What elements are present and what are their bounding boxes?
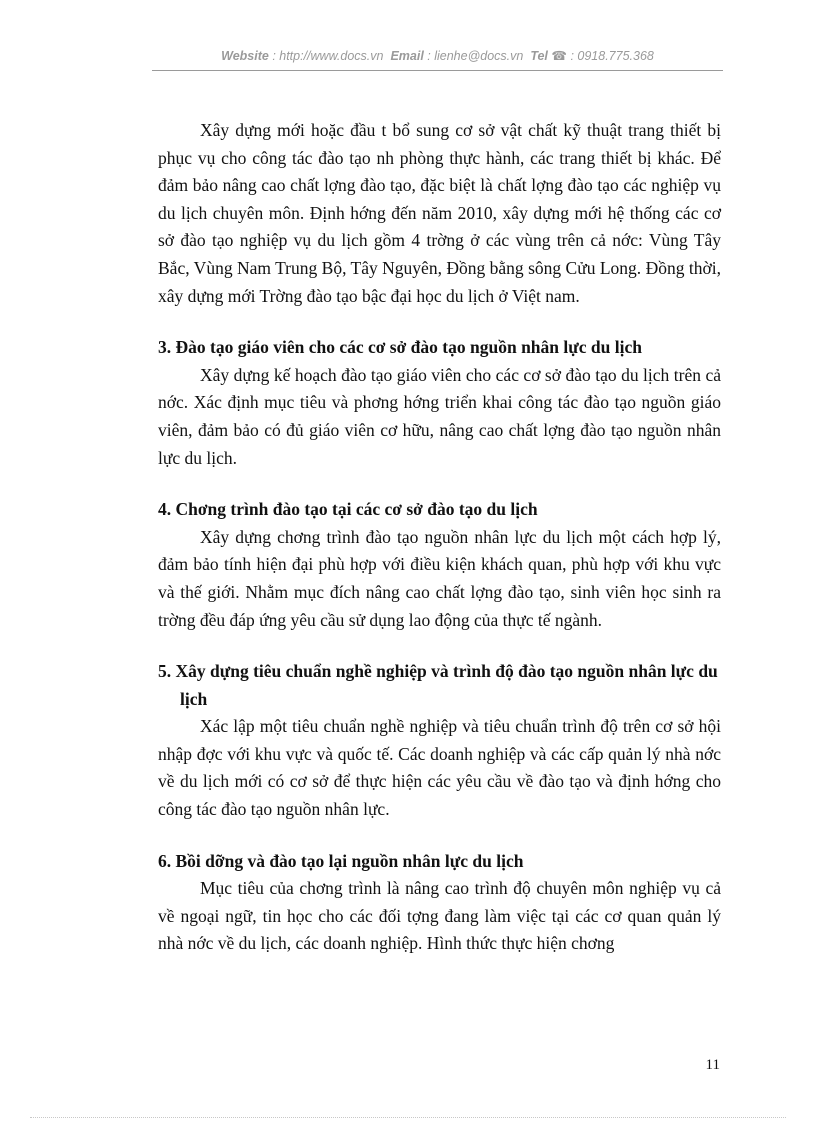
- page-bottom-border: [30, 1117, 786, 1118]
- page-header: [152, 48, 723, 63]
- header-divider: [152, 70, 723, 71]
- section-5-heading: 5. Xây dựng tiêu chuẩn nghề nghiệp và trình độ đào tạo nguồn nhân lực du lịch: [158, 661, 718, 709]
- page-number: 11: [705, 1057, 720, 1073]
- section-3-text: Xây dựng kế hoạch đào tạo giáo viên cho các cơ sở đào tạo du lịch trên cả nớc. Xác định mục tiêu và phơng hớng triển khai công tác đào tạo nguồn giáo viên, đảm bảo có đủ giáo viên cơ hữu, nâng cao chất lợng đào tạo nguồn nhân lực du lịch.: [158, 364, 721, 468]
- tel-label: Tel: [530, 49, 548, 63]
- email-address: : lienhe@docs.vn: [427, 49, 524, 63]
- document-body: [158, 117, 721, 958]
- section-4-text: Xây dựng chơng trình đào tạo nguồn nhân lực du lịch một cách hợp lý, đảm bảo tính hiện đại phù hợp với điều kiện khách quan, phù hợp với khu vực và thế giới. Nhằm mục đích nâng cao chất lợng đào tạo, sinh viên học sinh ra trờng đều đáp ứng yêu cầu sử dụng lao động của thực tế ngành.: [158, 526, 721, 630]
- website-label: Website: [221, 49, 269, 63]
- intro-paragraph: Xây dựng mới hoặc đầu t bổ sung cơ sở vật chất kỹ thuật trang thiết bị phục vụ cho công tác đào tạo nh phòng thực hành, các trang thiết bị khác. Để đảm bảo nâng cao chất lợng đào tạo, đặc biệt là chất lợng đào tạo các nghiệp vụ du lịch chuyên môn. Định hớng đến năm 2010, xây dựng mới hệ thống các cơ sở đào tạo nghiệp vụ du lịch gồm 4 trờng ở các vùng trên cả nớc: Vùng Tây Bắc, Vùng Nam Trung Bộ, Tây Nguyên, Đồng bằng sông Cửu Long. Đồng thời, xây dựng mới Trờng đào tạo bậc đại học du lịch ở Việt nam.: [158, 120, 721, 306]
- section-5-text: Xác lập một tiêu chuẩn nghề nghiệp và tiêu chuẩn trình độ trên cơ sở hội nhập đợc với khu vực và quốc tế. Các doanh nghiệp và các cấp quản lý nhà nớc về du lịch mới có cơ sở để thực hiện các yêu cầu về đào tạo và định hớng cho công tác đào tạo nguồn nhân lực.: [158, 716, 721, 820]
- section-3-heading: 3. Đào tạo giáo viên cho các cơ sở đào tạo nguồn nhân lực du lịch: [158, 337, 642, 358]
- tel-number: ☎ : 0918.775.368: [551, 49, 654, 63]
- email-label: Email: [390, 49, 424, 63]
- website-url: : http://www.docs.vn: [272, 49, 384, 63]
- section-4-heading: 4. Chơng trình đào tạo tại các cơ sở đào tạo du lịch: [158, 499, 538, 520]
- section-6-heading: 6. Bồi dỡng và đào tạo lại nguồn nhân lực du lịch: [158, 850, 524, 871]
- section-6-text: Mục tiêu của chơng trình là nâng cao trình độ chuyên môn nghiệp vụ cả về ngoại ngữ, tin học cho các đối tợng đang làm việc tại các cơ quan quản lý nhà nớc về du lịch, các doanh nghiệp. Hình thức thực hiện chơng: [158, 878, 721, 954]
